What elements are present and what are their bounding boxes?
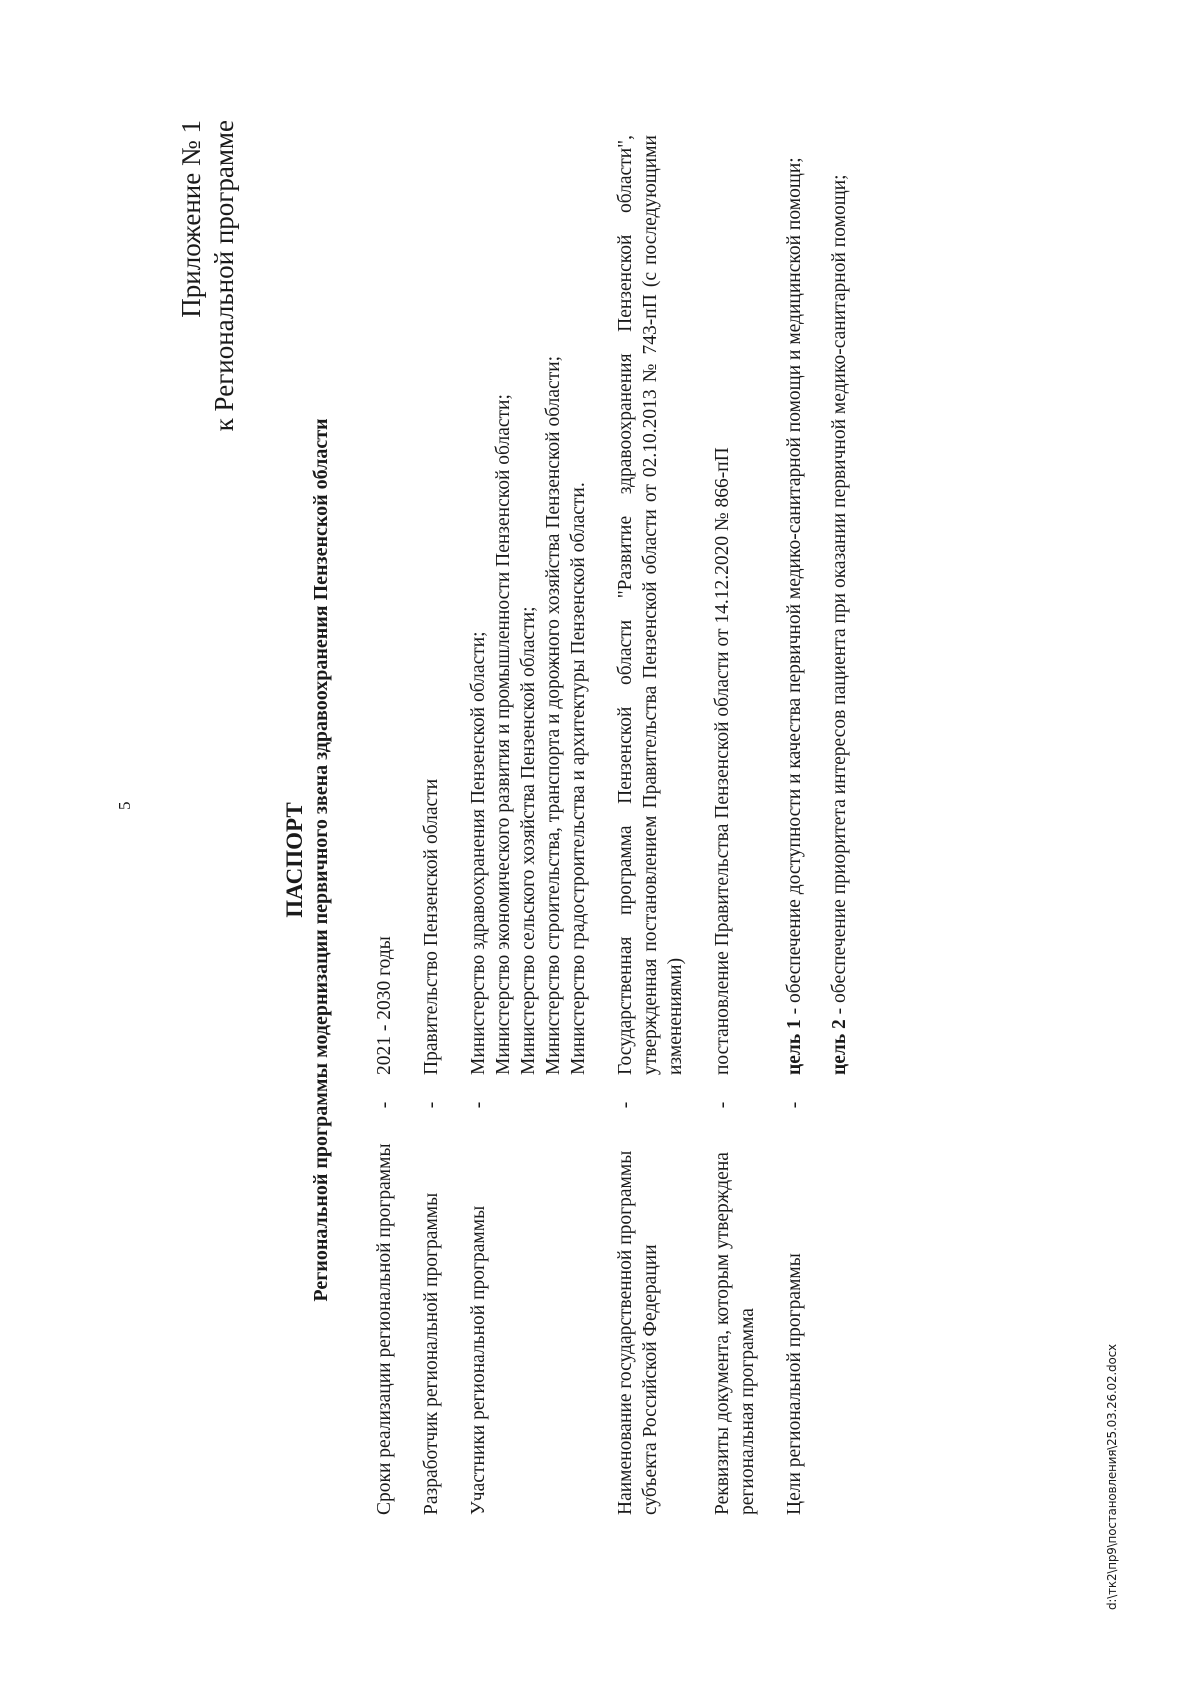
row-dash: -: [615, 1101, 636, 1109]
row-label: Участники региональной программы: [468, 1205, 489, 1515]
row-value: [782, 135, 874, 1075]
row-dash: -: [421, 1101, 442, 1109]
table-row: [613, 135, 710, 1515]
participant-line: Министерство градостроительства и архитектуры Пензенской области.: [568, 482, 589, 1075]
page-number: 5: [115, 801, 134, 810]
row-label: Реквизиты документа, которым утверждена региональная программа: [712, 1152, 758, 1515]
goal-label: цель 1: [784, 1019, 805, 1075]
goal-item: [782, 135, 807, 1075]
table-row: [710, 135, 782, 1515]
row-label: Цели региональной программы: [784, 1253, 805, 1515]
value-line: 2021 - 2030 годы: [374, 936, 395, 1075]
goal-text: - обеспечение приоритета интересов пациента при оказании первичной медико-санитарной помощи;: [829, 174, 850, 1020]
participant-line: Министерство сельского хозяйства Пензенской области;: [518, 606, 539, 1075]
goal-text: - обеспечение доступности и качества первичной медико-санитарной помощи и медицинской помощи;: [784, 157, 805, 1020]
row-dash: -: [784, 1101, 805, 1109]
passport-table: [372, 135, 874, 1515]
participant-line: Министерство экономического развития и промышленности Пензенской области;: [493, 394, 514, 1075]
passport-subtitle: Региональной программы модернизации первичного звена здравоохранения Пензенской области: [310, 418, 332, 1302]
participant-line: Министерство строительства, транспорта и дорожного хозяйства Пензенской области;: [543, 355, 564, 1075]
goal-label: цель 2: [829, 1019, 850, 1075]
table-row: [419, 135, 466, 1515]
row-label: Разработчик региональной программы: [421, 1192, 442, 1515]
footer-file-path: d:\тк2\пр9\постановления\25.03.26.02.docx: [1105, 1344, 1119, 1610]
table-row: [466, 135, 613, 1515]
row-label: Наименование государственной программы субъекта Российской Федерации: [615, 1150, 661, 1515]
row-value: [466, 135, 613, 1075]
rotated-page: [20, 60, 1140, 1660]
appendix-line-1: Приложение № 1: [176, 120, 206, 318]
row-value: [372, 135, 419, 1075]
value-line: Государственная программа Пензенской области "Развитие здравоохранения Пензенской области", утвержденная постановлением Правительства Пензенской области от 02.10.2013 № 743-пП (с последующими изменениями): [615, 135, 686, 1075]
value-line: Правительство Пензенской области: [421, 778, 442, 1075]
appendix-line-2: к Региональной программе: [209, 120, 239, 432]
participant-line: Министерство здравоохранения Пензенской области;: [468, 631, 489, 1075]
row-label: Сроки реализации региональной программы: [374, 1143, 395, 1515]
row-value: [419, 135, 466, 1075]
passport-title: ПАСПОРТ: [282, 802, 307, 918]
row-dash: -: [374, 1101, 395, 1109]
table-row: [372, 135, 419, 1515]
row-dash: -: [712, 1101, 733, 1109]
row-value: [710, 135, 782, 1075]
appendix-note: [175, 120, 241, 431]
row-value: [613, 135, 710, 1075]
value-line: постановление Правительства Пензенской области от 14.12.2020 № 866-пП: [712, 447, 733, 1075]
goal-item: [827, 135, 852, 1075]
row-dash: -: [468, 1101, 489, 1109]
table-row: [782, 135, 874, 1515]
